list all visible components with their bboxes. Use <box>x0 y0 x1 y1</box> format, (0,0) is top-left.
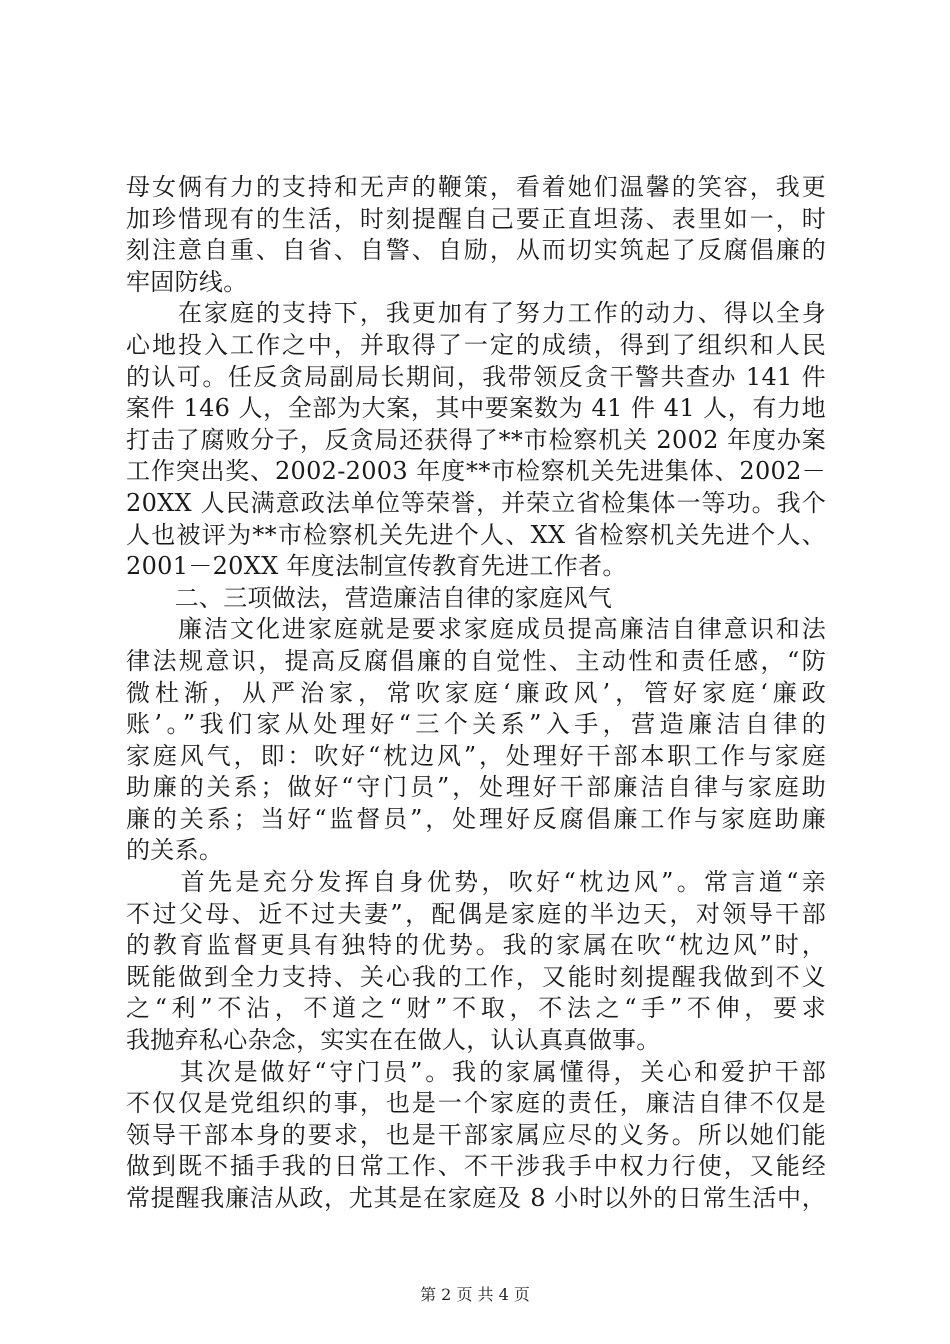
text-line: 人也被评为**市检察机关先进个人、XX 省检察机关先进个人、 <box>126 520 826 549</box>
text-line: 刻注意自重、自省、自警、自励，从而切实筑起了反腐倡廉的 <box>126 236 826 265</box>
text-line: 做到既不插手我的日常工作、不干涉我手中权力行使，又能经 <box>126 1152 826 1181</box>
text-line: 打击了腐败分子，反贪局还获得了**市检察机关 2002 年度办案 <box>126 425 826 454</box>
text-line: 的认可。任反贪局副局长期间，我带领反贪干警共查办 141 件 <box>126 362 826 391</box>
text-line: 之“利”不沾，不道之“财”不取，不法之“手”不伸，要求 <box>126 994 826 1023</box>
text-line: 廉的关系；当好“监督员”，处理好反腐倡廉工作与家庭助廉 <box>126 804 826 833</box>
text-line: 二、三项做法，营造廉洁自律的家庭风气 <box>126 583 612 612</box>
text-line: 母女俩有力的支持和无声的鞭策，看着她们温馨的笑容，我更 <box>126 173 826 201</box>
text-line: 牢固防线。 <box>126 267 248 296</box>
text-line: 账’。”我们家从处理好“三个关系”入手，营造廉洁自律的 <box>126 710 826 739</box>
text-line: 加珍惜现有的生活，时刻提醒自己要正直坦荡、表里如一，时 <box>126 204 826 233</box>
text-line: 工作突出奖、2002-2003 年度**市检察机关先进集体、2002－ <box>126 457 826 486</box>
text-line: 的关系。 <box>126 836 224 865</box>
text-line: 常提醒我廉洁从政，尤其是在家庭及 8 小时以外的日常生活中， <box>126 1184 826 1212</box>
text-line: 20XX 人民满意政法单位等荣誉，并荣立省检集体一等功。我个 <box>126 488 826 517</box>
text-line: 心地投入工作之中，并取得了一定的成绩，得到了组织和人民 <box>126 330 826 359</box>
text-line: 2001－20XX 年度法制宣传教育先进工作者。 <box>126 552 627 581</box>
text-line: 助廉的关系；做好“守门员”，处理好干部廉洁自律与家庭助 <box>126 773 826 802</box>
text-line: 律法规意识，提高反腐倡廉的自觉性、主动性和责任感，“防 <box>126 646 826 675</box>
page-footer: 第 2 页 共 4 页 <box>420 1285 530 1304</box>
text-line: 领导干部本身的要求，也是干部家属应尽的义务。所以她们能 <box>126 1120 826 1149</box>
text-line: 廉洁文化进家庭就是要求家庭成员提高廉洁自律意识和法 <box>126 615 826 644</box>
text-line: 不过父母、近不过夫妻”，配偶是家庭的半边天，对领导干部 <box>126 899 826 928</box>
text-line: 微杜渐，从严治家，常吹家庭‘廉政风’，管好家庭‘廉政 <box>126 678 826 707</box>
text-line: 不仅仅是党组织的事，也是一个家庭的责任，廉洁自律不仅是 <box>126 1089 826 1118</box>
text-line: 家庭风气，即：吹好“枕边风”，处理好干部本职工作与家庭 <box>126 741 826 770</box>
text-line: 在家庭的支持下，我更加有了努力工作的动力、得以全身 <box>126 299 826 328</box>
text-line: 其次是做好“守门员”。我的家属懂得，关心和爱护干部 <box>126 1057 826 1086</box>
text-line: 既能做到全力支持、关心我的工作，又能时刻提醒我做到不义 <box>126 962 826 991</box>
document-body <box>126 172 826 1215</box>
text-line: 案件 146 人，全部为大案，其中要案数为 41 件 41 人，有力地 <box>126 394 826 423</box>
text-line: 首先是充分发挥自身优势，吹好“枕边风”。常言道“亲 <box>126 868 826 897</box>
text-line: 我抛弃私心杂念，实实在在做人，认认真真做事。 <box>126 1026 661 1055</box>
text-line: 的教育监督更具有独特的优势。我的家属在吹“枕边风”时， <box>126 931 826 960</box>
